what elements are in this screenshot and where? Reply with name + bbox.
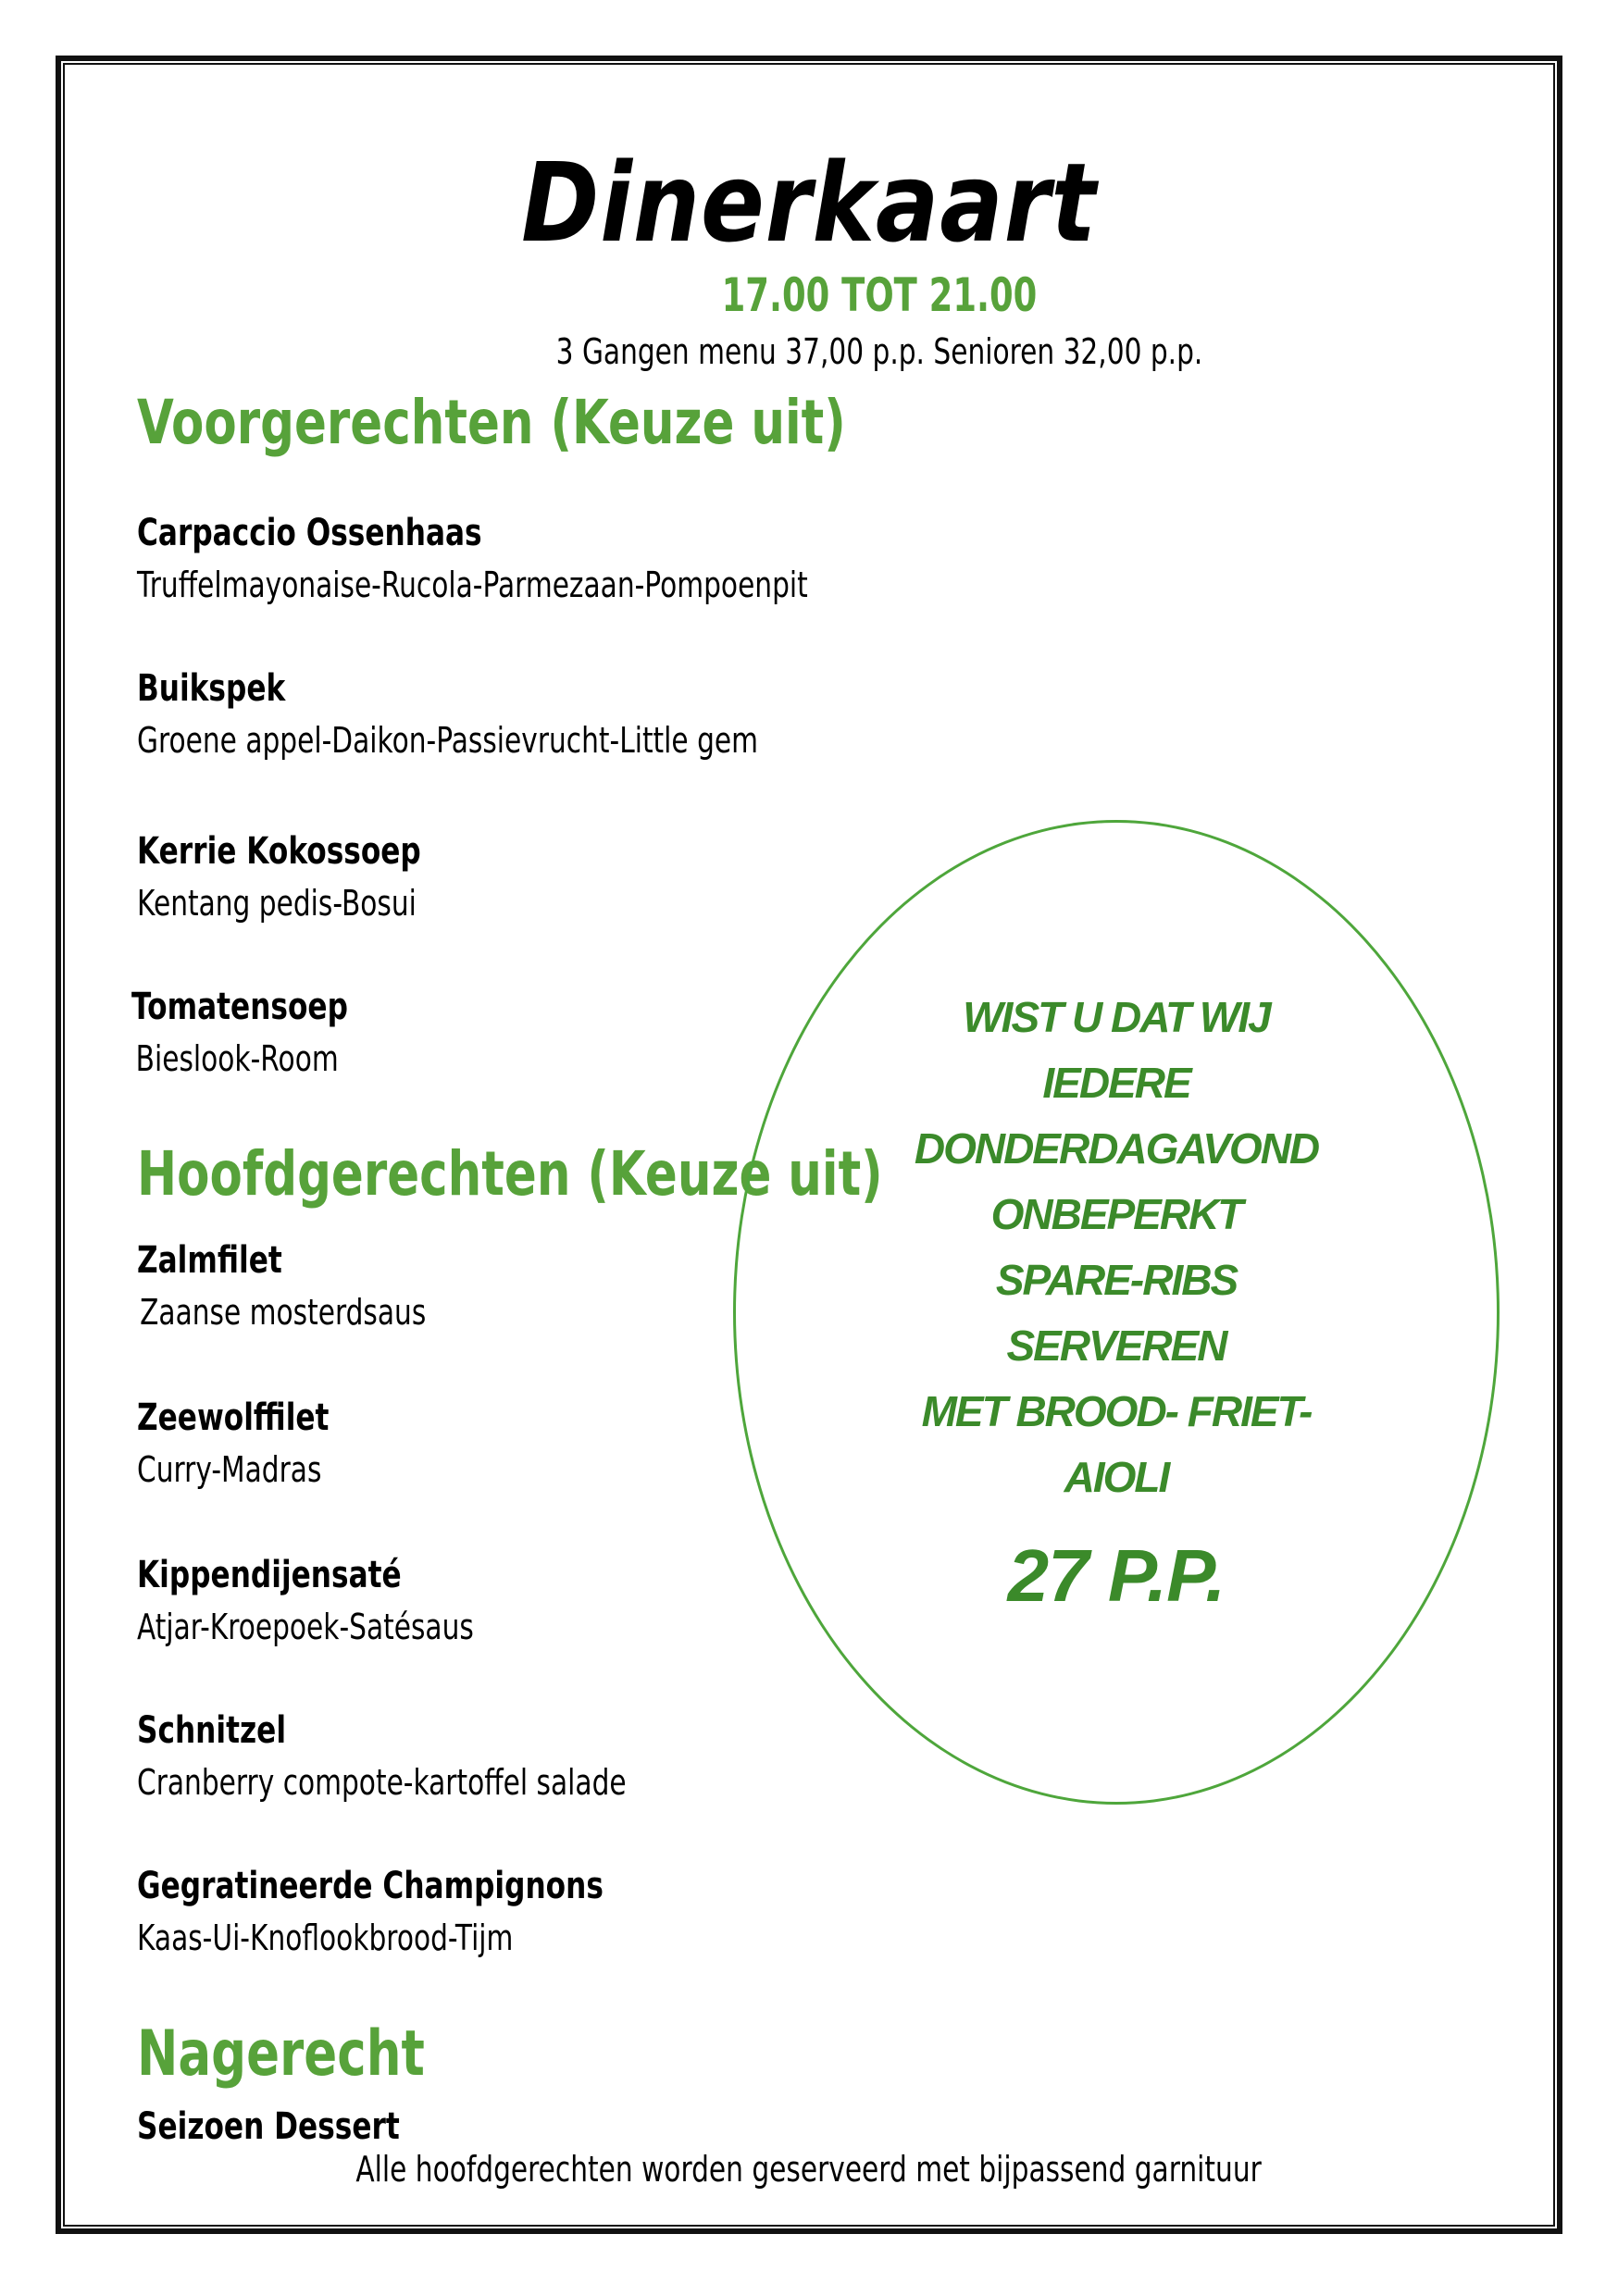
dish-description: Curry-Madras (137, 1449, 322, 1490)
dish-name: Seizoen Dessert (137, 2105, 400, 2148)
dish-description: Atjar-Kroepoek-Satésaus (137, 1607, 474, 1647)
opening-hours: 17.00 TOT 21.00 (721, 268, 1038, 322)
section-title-nagerecht: Nagerecht (137, 2017, 425, 2091)
main-item (137, 1860, 604, 1964)
starter-item (131, 981, 348, 1085)
main-item (137, 1549, 474, 1653)
main-item (137, 1235, 426, 1338)
dish-name: Carpaccio Ossenhaas (137, 512, 482, 554)
dessert-item (137, 2101, 400, 2153)
main-item (137, 1705, 627, 1808)
dish-description: Cranberry compote-kartoffel salade (137, 1762, 627, 1803)
footer-note: Alle hoofdgerechten worden geserveerd met bijpassend garnituur (355, 2149, 1262, 2190)
dish-description: Bieslook-Room (135, 1038, 339, 1079)
dish-name: Kerrie Kokossoep (137, 830, 421, 873)
promo-line: MET BROOD- FRIET- (921, 1387, 1312, 1435)
promo-line: SPARE-RIBS (995, 1256, 1238, 1304)
dish-name: Zalmfilet (137, 1239, 282, 1282)
dish-name: Buikspek (137, 667, 286, 710)
section-title-voorgerechten: Voorgerechten (Keuze uit) (137, 387, 846, 458)
dish-description: Zaanse mosterdsaus (140, 1292, 427, 1333)
section-title-hoofdgerechten: Hoofdgerechten (Keuze uit) (137, 1138, 883, 1210)
dish-description: Kaas-Ui-Knoflookbrood-Tijm (137, 1917, 514, 1958)
dish-description: Kentang pedis-Bosui (137, 883, 417, 924)
promo-line: AIOLI (1064, 1453, 1169, 1501)
promo-line: DONDERDAGAVOND (914, 1124, 1319, 1173)
dish-name: Tomatensoep (131, 986, 348, 1028)
starter-item (137, 507, 808, 611)
starter-item (137, 663, 758, 766)
promo-line: ONBEPERKT (990, 1190, 1242, 1238)
page-title: Dinerkaart (521, 139, 1097, 267)
promo-line: SERVEREN (1006, 1322, 1226, 1370)
dish-description: Groene appel-Daikon-Passievrucht-Little gem (137, 720, 759, 761)
dish-description: Truffelmayonaise-Rucola-Parmezaan-Pompoenpit (137, 565, 808, 605)
dish-name: Zeewolffilet (137, 1396, 330, 1439)
menu-price-line: 3 Gangen menu 37,00 p.p. Senioren 32,00 p.p. (555, 331, 1203, 372)
promo-text (733, 985, 1500, 1627)
dish-name: Kippendijensaté (137, 1554, 402, 1596)
promo-line: WIST U DAT WIJ (963, 993, 1270, 1041)
promo-line: IEDERE (1042, 1059, 1190, 1107)
dish-name: Schnitzel (137, 1709, 287, 1752)
dish-name: Gegratineerde Champignons (137, 1865, 604, 1907)
starter-item (137, 825, 421, 929)
promo-price: 27 P.P. (1007, 1534, 1226, 1617)
main-item (137, 1392, 329, 1496)
